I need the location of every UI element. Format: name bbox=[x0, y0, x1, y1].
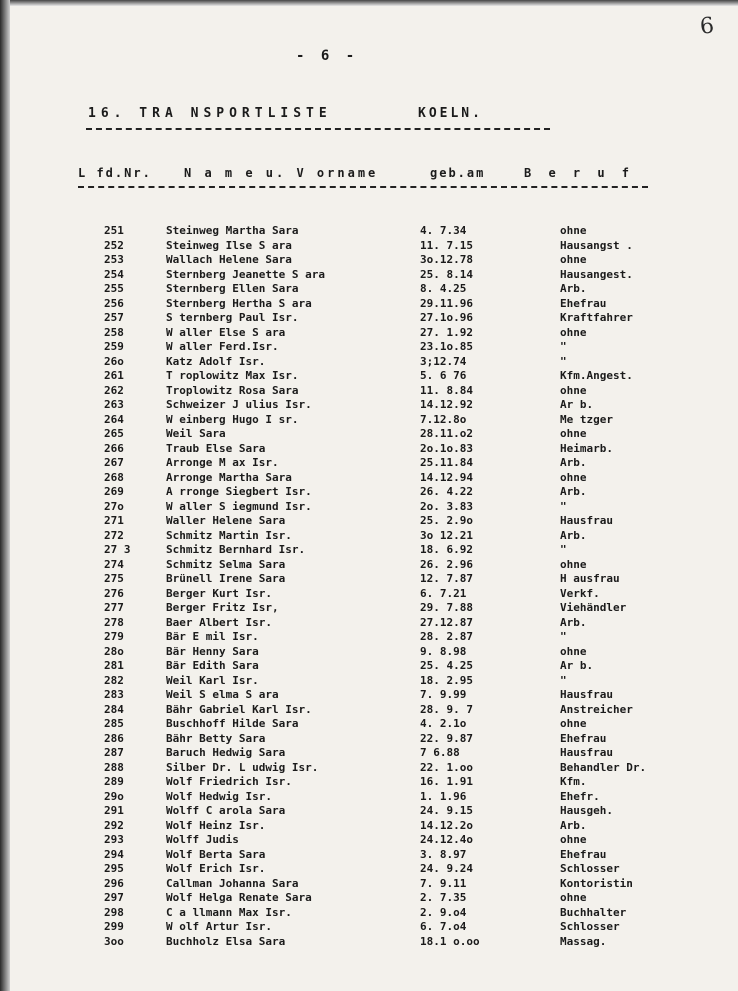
entry-name: Wolff Judis bbox=[166, 833, 239, 846]
list-row bbox=[0, 369, 738, 384]
list-row bbox=[0, 311, 738, 326]
entry-occupation: Hausangst . bbox=[560, 238, 633, 252]
entry-birthdate: 9. 8.98 bbox=[420, 644, 467, 658]
entry-birthdate: 27.1o.96 bbox=[420, 311, 473, 324]
list-row bbox=[0, 790, 738, 805]
entry-birthdate: 8. 4.25 bbox=[420, 282, 467, 295]
entry-name: Schmitz Bernhard Isr. bbox=[166, 543, 306, 556]
entry-occupation: Arb. bbox=[560, 818, 587, 832]
entry-number: 277 bbox=[104, 601, 124, 614]
entry-number: 285 bbox=[104, 717, 124, 730]
entry-number: 258 bbox=[104, 325, 124, 339]
entry-name: Wolf Berta Sara bbox=[166, 847, 266, 861]
entry-occupation: Buchhalter bbox=[560, 905, 627, 919]
entry-birthdate: 7. 9.11 bbox=[420, 876, 467, 890]
list-row bbox=[0, 833, 738, 848]
entry-occupation: Arb. bbox=[560, 485, 587, 498]
entry-name: Schweizer J ulius Isr. bbox=[166, 398, 312, 411]
entry-occupation: Ar b. bbox=[560, 659, 594, 672]
entry-occupation: Hausangest. bbox=[560, 267, 633, 281]
entry-name: Schmitz Selma Sara bbox=[166, 557, 286, 571]
entry-occupation: " bbox=[560, 340, 567, 353]
entry-name: Sternberg Hertha S ara bbox=[166, 296, 312, 310]
list-row bbox=[0, 297, 738, 312]
entry-birthdate: 14.12.94 bbox=[420, 470, 473, 484]
entry-birthdate: 3. 8.97 bbox=[420, 847, 467, 861]
entry-number: 256 bbox=[104, 296, 124, 310]
list-row bbox=[0, 645, 738, 660]
entry-name: W aller Ferd.Isr. bbox=[166, 340, 279, 353]
document-title bbox=[88, 106, 483, 121]
entry-name: Waller Helene Sara bbox=[166, 514, 286, 527]
entry-number: 257 bbox=[104, 311, 124, 324]
entry-birthdate: 7 6.88 bbox=[420, 746, 460, 759]
entry-birthdate: 26. 2.96 bbox=[420, 557, 473, 571]
list-row bbox=[0, 703, 738, 718]
entry-occupation: " bbox=[560, 499, 567, 513]
entry-birthdate: 4. 2.1o bbox=[420, 717, 467, 730]
entry-name: Wolff C arola Sara bbox=[166, 804, 286, 817]
entry-number: 267 bbox=[104, 456, 124, 469]
entry-birthdate: 26. 4.22 bbox=[420, 485, 473, 498]
entry-number: 274 bbox=[104, 557, 124, 571]
list-row bbox=[0, 761, 738, 776]
title-city: KOELN. bbox=[418, 106, 483, 121]
entry-name: Bär Edith Sara bbox=[166, 659, 259, 672]
entry-number: 275 bbox=[104, 572, 124, 585]
entry-occupation: ohne bbox=[560, 833, 587, 846]
entry-name: Buschhoff Hilde Sara bbox=[166, 717, 299, 730]
entry-birthdate: 7. 9.99 bbox=[420, 688, 467, 701]
entry-number: 292 bbox=[104, 818, 124, 832]
entry-birthdate: 28. 9. 7 bbox=[420, 702, 473, 716]
entry-birthdate: 25. 8.14 bbox=[420, 267, 473, 281]
list-row bbox=[0, 717, 738, 732]
entry-birthdate: 7.12.8o bbox=[420, 412, 467, 426]
entry-number: 264 bbox=[104, 412, 124, 426]
entry-name: W aller S iegmund Isr. bbox=[166, 499, 312, 513]
entry-name: S ternberg Paul Isr. bbox=[166, 311, 299, 324]
entry-occupation: ohne bbox=[560, 891, 587, 904]
title-text: 16. TRA NSPORTLISTE bbox=[88, 106, 332, 121]
entry-number: 297 bbox=[104, 891, 124, 904]
entry-number: 269 bbox=[104, 485, 124, 498]
entry-birthdate: 4. 7.34 bbox=[420, 224, 467, 237]
entry-number: 284 bbox=[104, 702, 124, 716]
entry-occupation: ohne bbox=[560, 644, 587, 658]
entry-birthdate: 29.11.96 bbox=[420, 296, 473, 310]
title-underline bbox=[86, 128, 550, 130]
entry-number: 266 bbox=[104, 441, 124, 455]
entry-occupation: ohne bbox=[560, 427, 587, 440]
entry-name: Arronge M ax Isr. bbox=[166, 456, 279, 469]
entry-name: Baer Albert Isr. bbox=[166, 615, 272, 629]
entry-number: 291 bbox=[104, 804, 124, 817]
entry-birthdate: 24.12.4o bbox=[420, 833, 473, 846]
entry-name: Silber Dr. L udwig Isr. bbox=[166, 760, 319, 774]
entry-name: Callman Johanna Sara bbox=[166, 876, 299, 890]
entry-birthdate: 29. 7.88 bbox=[420, 601, 473, 614]
entry-occupation: ohne bbox=[560, 253, 587, 266]
entry-occupation: Hausfrau bbox=[560, 514, 613, 527]
list-row bbox=[0, 427, 738, 442]
entry-name: Troplowitz Rosa Sara bbox=[166, 383, 299, 397]
entry-name: Bär E mil Isr. bbox=[166, 630, 259, 643]
entry-name: Bär Henny Sara bbox=[166, 644, 259, 658]
entry-number: 255 bbox=[104, 282, 124, 295]
list-row bbox=[0, 340, 738, 355]
entry-name: Traub Else Sara bbox=[166, 441, 266, 455]
entry-occupation: ohne bbox=[560, 383, 587, 397]
entry-birthdate: 18. 2.95 bbox=[420, 673, 473, 687]
entry-occupation: Arb. bbox=[560, 456, 587, 469]
entry-occupation: Arb. bbox=[560, 528, 587, 542]
column-header-birthdate: geb.am bbox=[430, 166, 486, 180]
entry-birthdate: 18.1 o.oo bbox=[420, 934, 480, 948]
entry-name: W einberg Hugo I sr. bbox=[166, 412, 299, 426]
entry-number: 251 bbox=[104, 224, 124, 237]
list-row bbox=[0, 935, 738, 950]
list-row bbox=[0, 732, 738, 747]
entry-name: Steinweg Ilse S ara bbox=[166, 238, 292, 252]
entry-number: 294 bbox=[104, 847, 124, 861]
entry-occupation: Hausfrau bbox=[560, 688, 613, 701]
entry-occupation: Me tzger bbox=[560, 412, 613, 426]
entry-name: Buchholz Elsa Sara bbox=[166, 934, 286, 948]
entry-occupation: Hausfrau bbox=[560, 746, 613, 759]
entry-birthdate: 2o. 3.83 bbox=[420, 499, 473, 513]
entry-occupation: ohne bbox=[560, 470, 587, 484]
entry-birthdate: 22. 9.87 bbox=[420, 731, 473, 745]
transport-list bbox=[0, 224, 738, 949]
entry-number: 278 bbox=[104, 615, 124, 629]
entry-name: Bähr Gabriel Karl Isr. bbox=[166, 702, 312, 716]
entry-birthdate: 11. 8.84 bbox=[420, 383, 473, 397]
entry-birthdate: 25.11.84 bbox=[420, 456, 473, 469]
entry-occupation: Schlosser bbox=[560, 920, 620, 933]
entry-number: 259 bbox=[104, 340, 124, 353]
list-row bbox=[0, 398, 738, 413]
entry-occupation: Behandler Dr. bbox=[560, 760, 647, 774]
entry-number: 299 bbox=[104, 920, 124, 933]
entry-number: 295 bbox=[104, 862, 124, 875]
entry-birthdate: 12. 7.87 bbox=[420, 572, 473, 585]
entry-name: Weil Karl Isr. bbox=[166, 673, 259, 687]
list-row bbox=[0, 601, 738, 616]
list-row bbox=[0, 224, 738, 239]
entry-occupation: ohne bbox=[560, 557, 587, 571]
header-underline bbox=[78, 186, 648, 188]
entry-number: 29o bbox=[104, 789, 124, 803]
entry-occupation: ohne bbox=[560, 325, 587, 339]
entry-name: Berger Fritz Isr, bbox=[166, 601, 279, 614]
entry-number: 296 bbox=[104, 876, 124, 890]
entry-name: W aller Else S ara bbox=[166, 325, 286, 339]
entry-birthdate: 6. 7.o4 bbox=[420, 920, 467, 933]
entry-name: Schmitz Martin Isr. bbox=[166, 528, 292, 542]
entry-number: 298 bbox=[104, 905, 124, 919]
entry-name: W olf Artur Isr. bbox=[166, 920, 272, 933]
list-row bbox=[0, 355, 738, 370]
entry-name: Wolf Hedwig Isr. bbox=[166, 789, 272, 803]
entry-birthdate: 3;12.74 bbox=[420, 354, 467, 368]
entry-birthdate: 1. 1.96 bbox=[420, 789, 467, 803]
list-row bbox=[0, 659, 738, 674]
entry-name: Wolf Erich Isr. bbox=[166, 862, 266, 875]
entry-birthdate: 3o.12.78 bbox=[420, 253, 473, 266]
list-row bbox=[0, 239, 738, 254]
list-row bbox=[0, 543, 738, 558]
entry-number: 271 bbox=[104, 514, 124, 527]
entry-occupation: " bbox=[560, 354, 567, 368]
entry-name: Bähr Betty Sara bbox=[166, 731, 266, 745]
entry-occupation: Anstreicher bbox=[560, 702, 633, 716]
handwritten-page-mark: 6 bbox=[698, 13, 716, 40]
entry-birthdate: 27.12.87 bbox=[420, 615, 473, 629]
entry-birthdate: 2. 9.o4 bbox=[420, 905, 467, 919]
list-row bbox=[0, 616, 738, 631]
list-row bbox=[0, 500, 738, 515]
entry-name: Baruch Hedwig Sara bbox=[166, 746, 286, 759]
entry-number: 262 bbox=[104, 383, 124, 397]
list-row bbox=[0, 804, 738, 819]
list-row bbox=[0, 630, 738, 645]
entry-number: 282 bbox=[104, 673, 124, 687]
entry-number: 276 bbox=[104, 586, 124, 600]
entry-name: Berger Kurt Isr. bbox=[166, 586, 272, 600]
entry-occupation: H ausfrau bbox=[560, 572, 620, 585]
entry-number: 254 bbox=[104, 267, 124, 281]
entry-name: C a llmann Max Isr. bbox=[166, 905, 292, 919]
entry-birthdate: 24. 9.15 bbox=[420, 804, 473, 817]
entry-birthdate: 16. 1.91 bbox=[420, 775, 473, 788]
entry-number: 288 bbox=[104, 760, 124, 774]
entry-number: 293 bbox=[104, 833, 124, 846]
list-row bbox=[0, 862, 738, 877]
entry-birthdate: 11. 7.15 bbox=[420, 238, 473, 252]
entry-occupation: Heimarb. bbox=[560, 441, 613, 455]
entry-occupation: Ehefrau bbox=[560, 731, 607, 745]
entry-birthdate: 28.11.o2 bbox=[420, 427, 473, 440]
entry-number: 265 bbox=[104, 427, 124, 440]
entry-occupation: Kraftfahrer bbox=[560, 311, 633, 324]
list-row bbox=[0, 587, 738, 602]
entry-occupation: Kfm.Angest. bbox=[560, 369, 633, 382]
list-row bbox=[0, 253, 738, 268]
entry-birthdate: 25. 2.9o bbox=[420, 514, 473, 527]
list-row bbox=[0, 877, 738, 892]
entry-number: 281 bbox=[104, 659, 124, 672]
list-row bbox=[0, 920, 738, 935]
entry-name: Sternberg Ellen Sara bbox=[166, 282, 299, 295]
entry-name: Steinweg Martha Sara bbox=[166, 224, 299, 237]
entry-name: Wolf Heinz Isr. bbox=[166, 818, 266, 832]
entry-occupation: " bbox=[560, 630, 567, 643]
entry-number: 252 bbox=[104, 238, 124, 252]
entry-number: 263 bbox=[104, 398, 124, 411]
list-row bbox=[0, 282, 738, 297]
entry-occupation: Verkf. bbox=[560, 586, 600, 600]
entry-occupation: " bbox=[560, 543, 567, 556]
entry-occupation: ohne bbox=[560, 717, 587, 730]
entry-birthdate: 2. 7.35 bbox=[420, 891, 467, 904]
entry-birthdate: 14.12.92 bbox=[420, 398, 473, 411]
entry-number: 27 3 bbox=[104, 543, 131, 556]
list-row bbox=[0, 268, 738, 283]
entry-birthdate: 6. 7.21 bbox=[420, 586, 467, 600]
entry-number: 253 bbox=[104, 253, 124, 266]
entry-birthdate: 5. 6 76 bbox=[420, 369, 467, 382]
entry-birthdate: 2o.1o.83 bbox=[420, 441, 473, 455]
entry-birthdate: 24. 9.24 bbox=[420, 862, 473, 875]
list-row bbox=[0, 746, 738, 761]
entry-name: Weil Sara bbox=[166, 427, 226, 440]
list-row bbox=[0, 514, 738, 529]
entry-occupation: " bbox=[560, 673, 567, 687]
column-header-nr: L fd.Nr. bbox=[78, 166, 152, 180]
list-row bbox=[0, 775, 738, 790]
list-row bbox=[0, 485, 738, 500]
entry-occupation: Ehefrau bbox=[560, 847, 607, 861]
list-row bbox=[0, 442, 738, 457]
entry-number: 261 bbox=[104, 369, 124, 382]
entry-occupation: ohne bbox=[560, 224, 587, 237]
list-row bbox=[0, 572, 738, 587]
list-row bbox=[0, 906, 738, 921]
list-row bbox=[0, 674, 738, 689]
entry-name: Brünell Irene Sara bbox=[166, 572, 286, 585]
entry-occupation: Ehefrau bbox=[560, 296, 607, 310]
column-header-occupation: B e r u f bbox=[524, 166, 635, 180]
entry-occupation: Schlosser bbox=[560, 862, 620, 875]
list-row bbox=[0, 529, 738, 544]
entry-name: Weil S elma S ara bbox=[166, 688, 279, 701]
entry-occupation: Arb. bbox=[560, 615, 587, 629]
entry-number: 286 bbox=[104, 731, 124, 745]
entry-name: Wolf Helga Renate Sara bbox=[166, 891, 312, 904]
entry-birthdate: 18. 6.92 bbox=[420, 543, 473, 556]
entry-occupation: Ar b. bbox=[560, 398, 594, 411]
entry-occupation: Kontoristin bbox=[560, 876, 633, 890]
entry-name: Arronge Martha Sara bbox=[166, 470, 292, 484]
entry-birthdate: 25. 4.25 bbox=[420, 659, 473, 672]
entry-name: Sternberg Jeanette S ara bbox=[166, 267, 325, 281]
entry-birthdate: 22. 1.oo bbox=[420, 760, 473, 774]
entry-occupation: Hausgeh. bbox=[560, 804, 613, 817]
list-row bbox=[0, 558, 738, 573]
entry-occupation: Massag. bbox=[560, 934, 607, 948]
entry-occupation: Arb. bbox=[560, 282, 587, 295]
entry-name: Wallach Helene Sara bbox=[166, 253, 292, 266]
entry-name: Katz Adolf Isr. bbox=[166, 354, 266, 368]
entry-number: 26o bbox=[104, 354, 124, 368]
entry-number: 287 bbox=[104, 746, 124, 759]
entry-number: 272 bbox=[104, 528, 124, 542]
entry-birthdate: 27. 1.92 bbox=[420, 325, 473, 339]
list-row bbox=[0, 413, 738, 428]
entry-occupation: Kfm. bbox=[560, 775, 587, 788]
entry-name: Wolf Friedrich Isr. bbox=[166, 775, 292, 788]
list-row bbox=[0, 384, 738, 399]
list-row bbox=[0, 848, 738, 863]
entry-occupation: Viehändler bbox=[560, 601, 627, 614]
list-row bbox=[0, 819, 738, 834]
list-row bbox=[0, 471, 738, 486]
entry-birthdate: 3o 12.21 bbox=[420, 528, 473, 542]
entry-name: T roplowitz Max Isr. bbox=[166, 369, 299, 382]
entry-number: 3oo bbox=[104, 934, 124, 948]
entry-number: 268 bbox=[104, 470, 124, 484]
entry-name: A rronge Siegbert Isr. bbox=[166, 485, 312, 498]
page-edge-top bbox=[0, 0, 738, 6]
entry-occupation: Ehefr. bbox=[560, 789, 600, 803]
list-row bbox=[0, 326, 738, 341]
entry-birthdate: 23.1o.85 bbox=[420, 340, 473, 353]
entry-number: 28o bbox=[104, 644, 124, 658]
list-row bbox=[0, 891, 738, 906]
entry-number: 283 bbox=[104, 688, 124, 701]
list-row bbox=[0, 688, 738, 703]
entry-birthdate: 28. 2.87 bbox=[420, 630, 473, 643]
entry-number: 289 bbox=[104, 775, 124, 788]
entry-number: 279 bbox=[104, 630, 124, 643]
entry-number: 27o bbox=[104, 499, 124, 513]
column-header-name: N a m e u. V orname bbox=[184, 166, 379, 180]
entry-birthdate: 14.12.2o bbox=[420, 818, 473, 832]
page-number: - 6 - bbox=[296, 48, 359, 64]
list-row bbox=[0, 456, 738, 471]
